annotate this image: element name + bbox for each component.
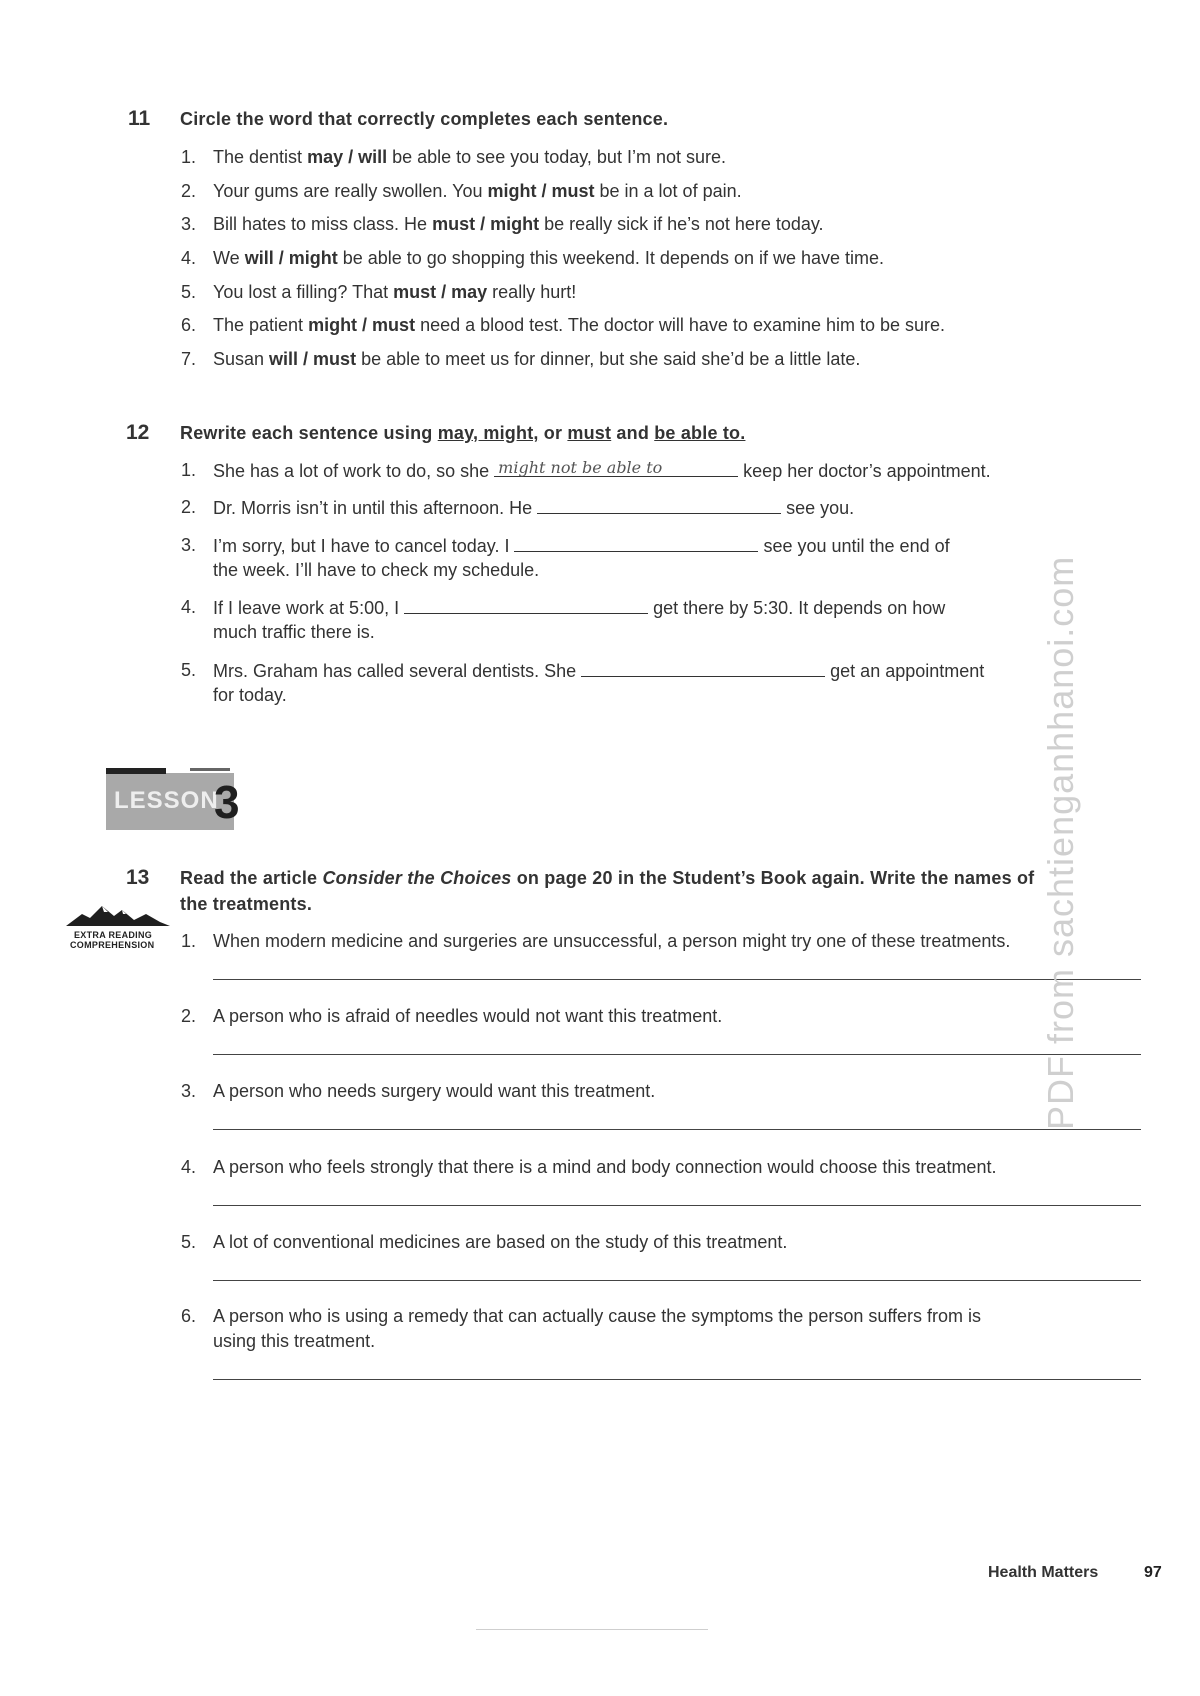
item-number: 4.	[181, 597, 197, 617]
item-number: 1.	[181, 460, 197, 480]
item-number: 2.	[181, 181, 197, 201]
item-text: get there by 5:30. It depends on how	[648, 598, 946, 618]
item-text: The patient	[213, 315, 309, 335]
word-choice[interactable]: will / must	[269, 349, 357, 369]
item-text: A person who is using a remedy that can actually cause the symptoms the person suffers from is	[213, 1306, 982, 1326]
answer-blank[interactable]	[537, 495, 781, 514]
handwritten-answer: might not be able to	[498, 458, 663, 477]
answer-line[interactable]	[213, 1129, 1141, 1130]
footer-rule	[476, 1629, 708, 1630]
word-choice[interactable]: will / might	[244, 248, 338, 268]
ex11-item-1	[181, 145, 1101, 171]
answer-line[interactable]	[213, 1280, 1141, 1281]
lesson-banner-ink-mark	[106, 768, 166, 774]
ex11-item-2	[181, 179, 1101, 205]
instruction-text: Read the article	[180, 868, 323, 888]
item-text-continued: the week. I’ll have to check my schedule.	[213, 560, 540, 580]
answer-line[interactable]	[213, 1054, 1141, 1055]
word-choice[interactable]: may / will	[307, 147, 388, 167]
item-text: When modern medicine and surgeries are unsuccessful, a person might try one of these treatments.	[213, 931, 1011, 951]
item-number: 4.	[181, 248, 197, 268]
keyword-must: must	[567, 423, 612, 443]
word-choice[interactable]: might / must	[487, 181, 595, 201]
ex13-item-6	[181, 1304, 1141, 1383]
lesson-label: LESSON	[114, 787, 219, 814]
item-text: She has a lot of work to do, so she	[213, 461, 495, 481]
item-text: keep her doctor’s appointment.	[738, 461, 991, 481]
mountain-icon	[64, 898, 172, 928]
item-text: A person who is afraid of needles would not want this treatment.	[213, 1006, 723, 1026]
answer-blank[interactable]	[581, 658, 825, 677]
ex12-item-4	[181, 595, 1101, 647]
item-number: 3.	[181, 1081, 197, 1101]
answer-line[interactable]	[213, 979, 1141, 980]
item-number: 5.	[181, 660, 197, 680]
item-text: really hurt!	[487, 282, 577, 302]
lesson-number: 3	[214, 776, 240, 828]
lesson-banner-ink-mark	[190, 768, 230, 771]
item-text: The dentist	[213, 147, 308, 167]
keyword-may-might: may, might,	[437, 423, 539, 443]
item-text: see you until the end of	[758, 536, 950, 556]
ex11-item-4	[181, 246, 1101, 272]
exercise-13-instruction	[180, 868, 1034, 889]
exercise-11-number: 11	[128, 107, 151, 130]
answer-line[interactable]	[213, 1379, 1141, 1380]
ex13-item-2	[181, 1004, 1141, 1058]
extra-reading-badge	[64, 898, 172, 950]
lesson-banner	[106, 773, 240, 830]
item-text: A person who needs surgery would want this treatment.	[213, 1081, 656, 1101]
ex13-item-1	[181, 929, 1141, 983]
ex11-item-7	[181, 347, 1101, 373]
item-text: If I leave work at 5:00, I	[213, 598, 405, 618]
item-number: 6.	[181, 315, 197, 335]
item-text: be able to go shopping this weekend. It depends on if we have time.	[337, 248, 885, 268]
instruction-text: or	[538, 423, 568, 443]
item-text-continued: much traffic there is.	[213, 622, 375, 642]
ex12-item-5	[181, 658, 1101, 710]
item-number: 7.	[181, 349, 197, 369]
item-text: see you.	[781, 498, 855, 518]
item-text: We	[213, 248, 245, 268]
exercise-12-instruction	[180, 423, 745, 444]
item-text: Susan	[213, 349, 270, 369]
instruction-text: and	[611, 423, 655, 443]
ex13-item-3	[181, 1079, 1141, 1133]
item-number: 5.	[181, 282, 197, 302]
item-text: You lost a filling? That	[213, 282, 394, 302]
item-text: need a blood test. The doctor will have to examine him to be sure.	[415, 315, 946, 335]
instruction-text: on page 20 in the Student’s Book again. Write the names of	[511, 868, 1035, 888]
exercise-11-instruction: Circle the word that correctly completes each sentence.	[180, 109, 669, 129]
item-text: Bill hates to miss class. He	[213, 214, 433, 234]
item-number: 1.	[181, 147, 197, 167]
ex12-item-3	[181, 533, 1101, 585]
item-number: 2.	[181, 497, 197, 517]
item-text: Mrs. Graham has called several dentists. She	[213, 661, 582, 681]
answer-line[interactable]	[213, 1205, 1141, 1206]
item-text: get an appointment	[825, 661, 985, 681]
item-text: be able to meet us for dinner, but she said she’d be a little late.	[356, 349, 861, 369]
word-choice[interactable]: might / must	[308, 315, 416, 335]
word-choice[interactable]: must / might	[432, 214, 540, 234]
exercise-13-number: 13	[126, 866, 150, 889]
answer-blank[interactable]	[514, 533, 758, 552]
item-text: be really sick if he’s not here today.	[539, 214, 824, 234]
ex11-item-3	[181, 212, 1101, 238]
watermark-text: PDF from sachtienganhhanoi.com	[1040, 555, 1081, 1130]
article-title: Consider the Choices	[322, 868, 512, 888]
badge-line-1: EXTRA READING	[74, 930, 153, 940]
page-number: 97	[1144, 1564, 1162, 1581]
item-number: 1.	[181, 931, 197, 951]
item-number: 3.	[181, 535, 197, 555]
item-text-continued: using this treatment.	[213, 1331, 376, 1351]
answer-blank[interactable]	[494, 458, 738, 477]
item-number: 4.	[181, 1157, 197, 1177]
footer-unit-title: Health Matters	[988, 1564, 1099, 1581]
item-number: 6.	[181, 1306, 197, 1326]
answer-blank[interactable]	[404, 595, 648, 614]
item-text: A person who feels strongly that there is a mind and body connection would choose this treatment.	[213, 1157, 997, 1177]
badge-line-2: COMPREHENSION	[70, 940, 155, 950]
item-number: 2.	[181, 1006, 197, 1026]
item-text: A lot of conventional medicines are based on the study of this treatment.	[213, 1232, 788, 1252]
item-number: 3.	[181, 214, 197, 234]
ex12-item-2	[181, 495, 1101, 521]
ex11-item-5	[181, 280, 1101, 306]
ex13-item-5	[181, 1230, 1141, 1284]
ex11-item-6	[181, 313, 1101, 339]
exercise-12-number: 12	[126, 421, 150, 444]
item-text: Dr. Morris isn’t in until this afternoon. He	[213, 498, 538, 518]
item-number: 5.	[181, 1232, 197, 1252]
exercise-13-instruction-line2: the treatments.	[180, 894, 313, 914]
ex12-item-1	[181, 458, 1101, 484]
item-text-continued: for today.	[213, 685, 287, 705]
item-text: be in a lot of pain.	[594, 181, 742, 201]
item-text: Your gums are really swollen. You	[213, 181, 488, 201]
instruction-text: Rewrite each sentence using	[180, 423, 438, 443]
keyword-be-able-to: be able to.	[654, 423, 746, 443]
item-text: I’m sorry, but I have to cancel today. I	[213, 536, 515, 556]
ex13-item-4	[181, 1155, 1141, 1209]
word-choice[interactable]: must / may	[393, 282, 488, 302]
item-text: be able to see you today, but I’m not sure.	[387, 147, 726, 167]
